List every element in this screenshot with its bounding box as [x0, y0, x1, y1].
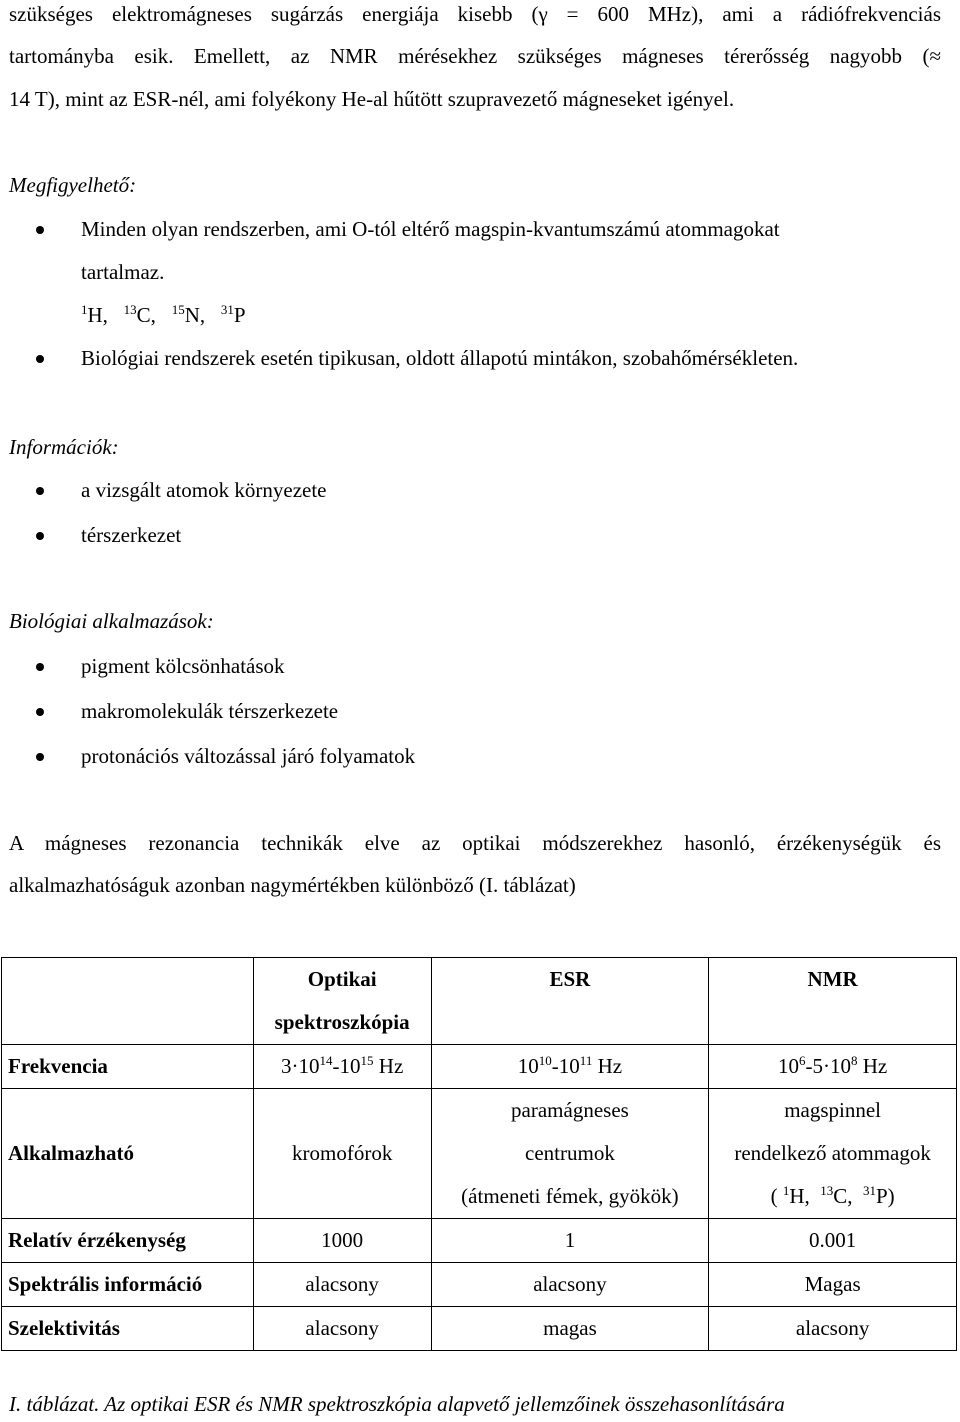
- table-cell: alacsony: [709, 1307, 957, 1351]
- table-header-row: [2, 958, 957, 1045]
- isotope: $^{13}$C,: [123, 302, 156, 327]
- table-row: [2, 1045, 957, 1089]
- bullet-icon: [36, 487, 44, 495]
- bullet-icon: [36, 532, 44, 540]
- table-row: [2, 1089, 957, 1219]
- table-cell: magas: [431, 1307, 709, 1351]
- row-label: Relatív érzékenység: [2, 1219, 254, 1263]
- application-item: makromolekulák térszerkezete: [81, 699, 339, 723]
- bullet-icon: [36, 708, 44, 716]
- isotope: $^1$H,: [81, 302, 108, 327]
- comparison-table: [1, 957, 957, 1351]
- application-item: protonációs változással járó folyamatok: [81, 744, 416, 768]
- bullet-icon: [36, 753, 44, 761]
- table-caption: I. táblázat. Az optikai ESR és NMR spektroszkópia alapvető jellemzőinek összehasonlítására: [9, 1392, 785, 1416]
- bullet-icon: [36, 663, 44, 671]
- summary-line-1: A mágneses rezonancia technikák elve az optikai módszerekhez hasonló, érzékenységük és: [9, 831, 941, 855]
- summary-line-2: alkalmazhatóságuk azonban nagymértékben különböző (I. táblázat): [9, 873, 576, 897]
- observable-item-2: Biológiai rendszerek esetén tipikusan, oldott állapotú mintákon, szobahőmérsékleten.: [81, 346, 799, 370]
- table-row: [2, 1263, 957, 1307]
- observable-item-1-line-2: tartalmaz.: [81, 260, 165, 284]
- table-row: [2, 1219, 957, 1263]
- cell-applicable-nmr: magspinnel rendelkező atommagok ( $^1$H, $^{13}$C, $^{31}$P): [709, 1089, 957, 1219]
- intro-line-1: szükséges elektromágneses sugárzás energiája kisebb (γ = 600 MHz), ami a rádiófrekvenciás: [9, 2, 941, 26]
- intro-line-3: 14 T), mint az ESR-nél, ami folyékony He-al hűtött szupravezető mágneseket igényel.: [9, 87, 735, 111]
- table-cell: Magas: [709, 1263, 957, 1307]
- header-nmr: NMR: [709, 958, 957, 1045]
- applications-heading: Biológiai alkalmazások:: [9, 609, 214, 633]
- header-optical: Optikai spektroszkópia: [253, 958, 431, 1045]
- row-label: Frekvencia: [2, 1045, 254, 1089]
- table-row: [2, 1307, 957, 1351]
- table-cell: 0.001: [709, 1219, 957, 1263]
- information-item: a vizsgált atomok környezete: [81, 478, 327, 502]
- cell-frequency-nmr: $10^6-5\cdot 10^8$ Hz: [709, 1045, 957, 1089]
- row-label: Alkalmazható: [2, 1089, 254, 1219]
- bullet-icon: [36, 355, 44, 363]
- isotope: $^{15}$N,: [171, 302, 206, 327]
- table-cell: alacsony: [253, 1263, 431, 1307]
- table-cell: 1: [431, 1219, 709, 1263]
- intro-line-2: tartományba esik. Emellett, az NMR mérésekhez szükséges mágneses térerősség nagyobb (≈: [9, 44, 941, 68]
- header-esr: ESR: [431, 958, 709, 1045]
- table-cell: 1000: [253, 1219, 431, 1263]
- header-empty-cell: [2, 958, 254, 1045]
- table-cell: alacsony: [431, 1263, 709, 1307]
- row-label: Szelektivitás: [2, 1307, 254, 1351]
- information-heading: Információk:: [9, 435, 119, 459]
- isotope-list: [81, 303, 246, 328]
- observable-heading: Megfigyelhető:: [9, 173, 137, 197]
- information-item: térszerkezet: [81, 523, 182, 547]
- bullet-icon: [36, 226, 44, 234]
- application-item: pigment kölcsönhatások: [81, 654, 285, 678]
- cell-frequency-esr: $10^{10}-10^{11}$ Hz: [431, 1045, 709, 1089]
- isotope: $^{31}$P: [220, 302, 246, 327]
- table-cell: alacsony: [253, 1307, 431, 1351]
- cell-applicable-esr: paramágneses centrumok (átmeneti fémek, gyökök): [431, 1089, 709, 1219]
- row-label: Spektrális információ: [2, 1263, 254, 1307]
- cell-frequency-optical: $3\cdot 10^{14}-10^{15}$ Hz: [253, 1045, 431, 1089]
- cell-applicable-optical: kromofórok: [253, 1089, 431, 1219]
- observable-item-1-line-1: Minden olyan rendszerben, ami O-tól eltérő magspin-kvantumszámú atommagokat: [81, 217, 780, 241]
